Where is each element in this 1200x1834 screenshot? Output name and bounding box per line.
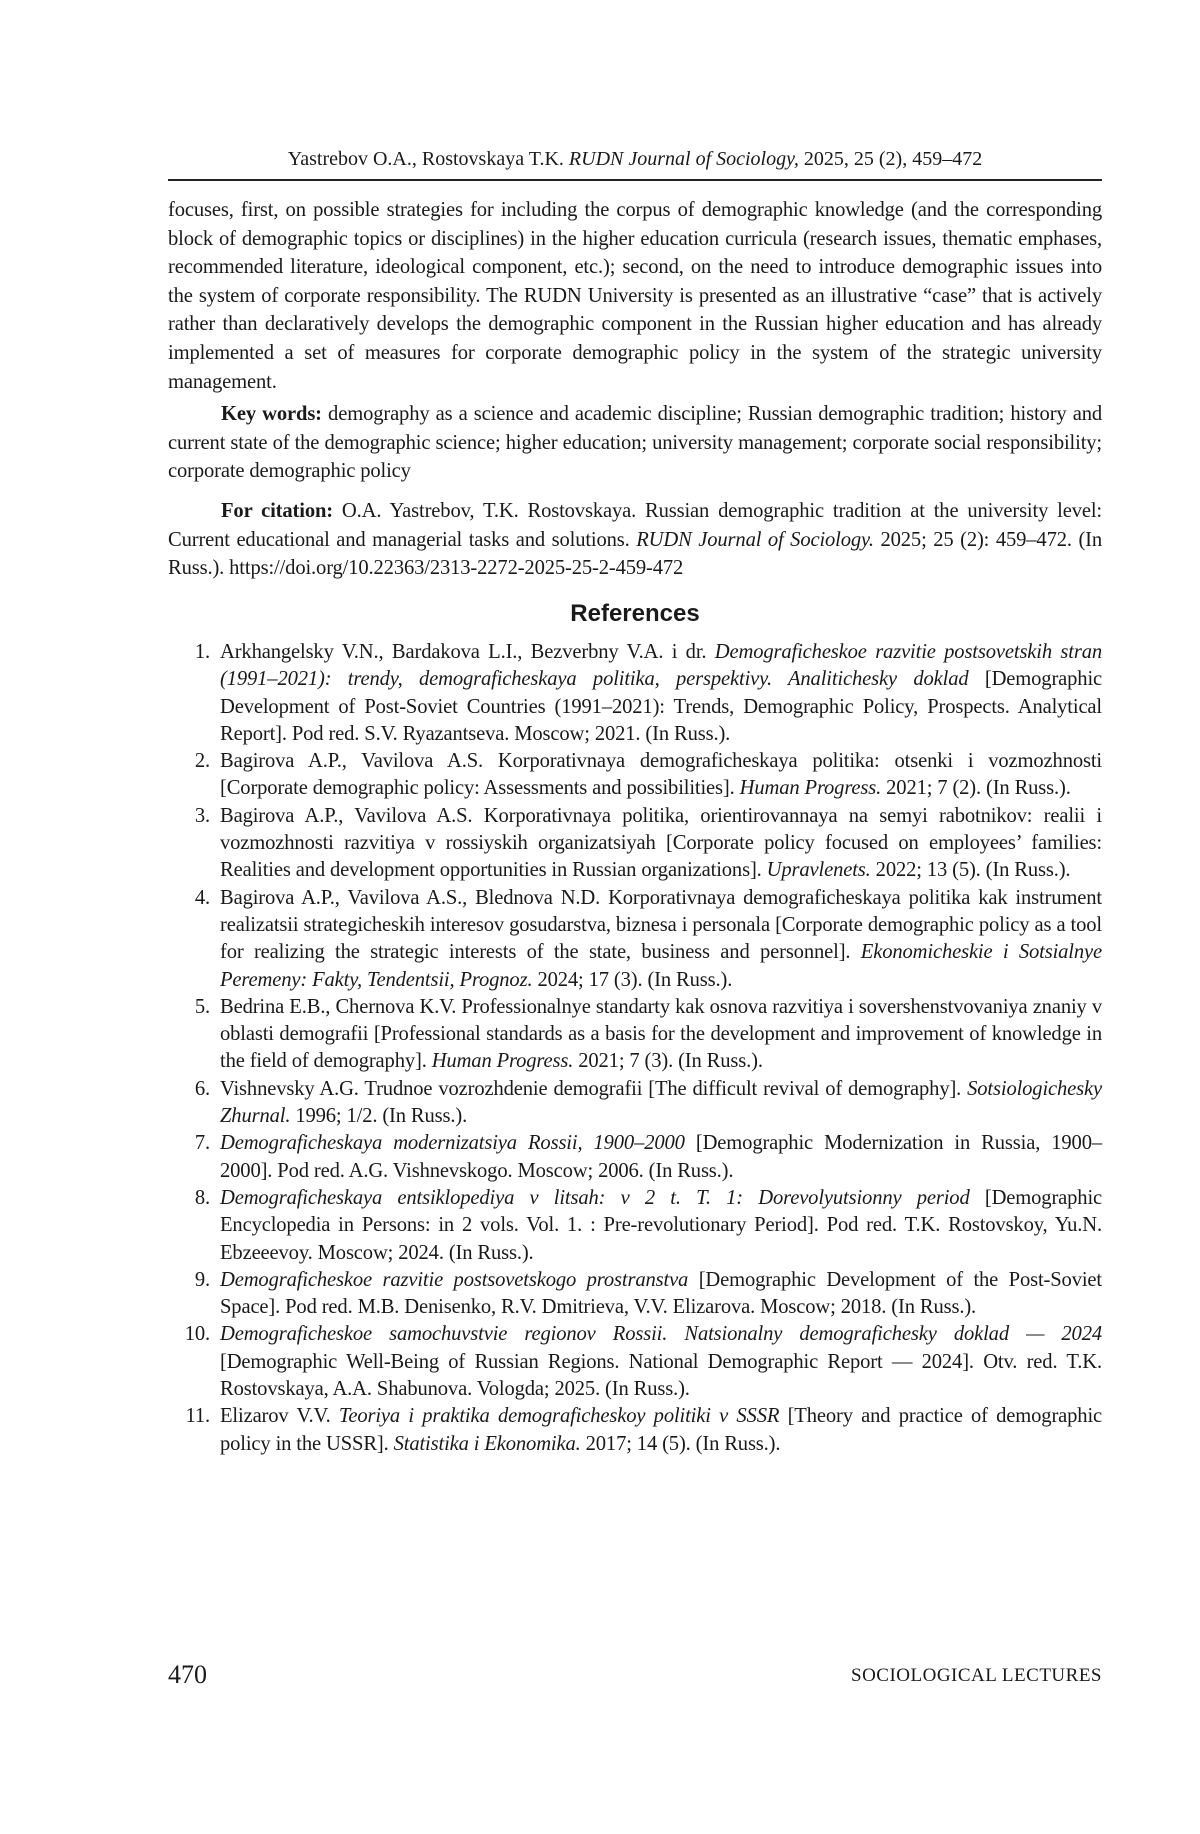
reference-number: 3. (168, 803, 210, 830)
reference-text: 2021; 7 (3). (In Russ.). (573, 1050, 763, 1072)
reference-title-italic: Demograficheskoe razvitie postsovetskogo prostranstva (220, 1269, 688, 1291)
reference-number: 1. (168, 639, 210, 666)
header-journal: RUDN Journal of Sociology, (569, 148, 799, 170)
reference-text: Bagirova A.P., Vavilova A.S. Korporativnaya politika, orientirovannaya na semyi rabotnikov: realii i vozmozhnosti razvitiya v rossiyskih organizatsiyah [Corporate policy focused on employees’ families: Realities and development opportunities in Russian organizations]. (220, 805, 1102, 882)
header-authors: Yastrebov O.A., Rostovskaya T.K. (288, 148, 569, 170)
reference-text: Vishnevsky A.G. Trudnoe vozrozhdenie demografii [The difficult revival of demography]. (220, 1078, 967, 1100)
reference-title-italic: Demograficheskaya modernizatsiya Rossii, 1900–2000 (220, 1132, 685, 1154)
reference-item (168, 803, 1102, 885)
reference-text: [Demographic Encyclopedia in Persons: in 2 vols. Vol. 1. : Pre-revolutionary Period]. Pod red. T.K. Rostovskoy, Yu.N. Ebzeeevoy. Moscow; 2024. (In Russ.). (220, 1187, 1102, 1264)
reference-title-italic: Sotsiologichesky Zhurnal. (220, 1078, 1102, 1127)
reference-number: 6. (168, 1076, 210, 1103)
references-heading: References (168, 600, 1102, 628)
reference-text: 2024; 17 (3). (In Russ.). (532, 969, 732, 991)
reference-item (168, 885, 1102, 994)
reference-number: 9. (168, 1267, 210, 1294)
reference-text: 2021; 7 (2). (In Russ.). (881, 777, 1071, 799)
reference-item (168, 1130, 1102, 1185)
reference-item (168, 639, 1102, 748)
reference-item (168, 1403, 1102, 1458)
reference-title-italic: Demograficheskaya entsiklopediya v litsah: v 2 t. T. 1: Dorevolyutsionny period (220, 1187, 970, 1209)
reference-number: 2. (168, 748, 210, 775)
citation-doi[interactable]: 2025; 25 (2): 459–472. (In Russ.). https://doi.org/10.22363/2313-2272-2025-25-2-459-472 (168, 529, 1102, 580)
references-list (168, 639, 1102, 1458)
keywords-label: Key words: (221, 403, 322, 425)
reference-title-italic: Statistika i Ekonomika. (394, 1433, 581, 1455)
reference-text: [Demographic Modernization in Russia, 1900–2000]. Pod red. A.G. Vishnevskogo. Moscow; 2006. (In Russ.). (220, 1132, 1102, 1181)
reference-number: 7. (168, 1130, 210, 1157)
reference-title-italic: Human Progress. (432, 1050, 574, 1072)
reference-text: [Demographic Development of Post-Soviet Countries (1991–2021): Trends, Demographic Policy, Prospects. Analytical Report]. Pod red. S.V. Ryazantseva. Moscow; 2021. (In Russ.). (220, 668, 1102, 745)
reference-text: Bagirova A.P., Vavilova A.S. Korporativnaya demograficheskaya politika: otsenki i vozmozhnosti [Corporate demographic policy: Assessments and possibilities]. (220, 750, 1102, 799)
reference-item (168, 1267, 1102, 1322)
reference-title-italic: Teoriya i praktika demograficheskoy politiki v SSSR (339, 1405, 779, 1427)
citation-label: For citation: (221, 500, 333, 522)
reference-title-italic: Ekonomicheskie i Sotsialnye Peremeny: Fakty, Tendentsii, Prognoz. (220, 941, 1102, 990)
reference-item (168, 1321, 1102, 1403)
reference-title-italic: Demograficheskoe samochuvstvie regionov Rossii. Natsionalny demografichesky doklad — 2024 (220, 1323, 1102, 1345)
reference-item (168, 994, 1102, 1076)
keywords-block (168, 400, 1102, 486)
reference-number: 8. (168, 1185, 210, 1212)
abstract-text: focuses, first, on possible strategies for including the corpus of demographic knowledge (and the corresponding block of demographic topics or disciplines) in the higher education curricula (research issues, thematic emphases, recommended literature, ideological component, etc.); second, on the need to introduce demographic issues into the system of corporate responsibility. The RUDN University is presented as an illustrative “case” that is actively rather than declaratively develops the demographic component in the Russian higher education and has already implemented a set of measures for corporate demographic policy in the system of the strategic university management. (168, 196, 1102, 396)
header-issue: 2025, 25 (2), 459–472 (799, 148, 982, 170)
reference-title-italic: Demograficheskoe razvitie postsovetskih stran (1991–2021): trendy, demograficheskaya politika, perspektivy. Analitichesky doklad (220, 641, 1102, 690)
reference-text: [Demographic Well-Being of Russian Regions. National Demographic Report — 2024]. Otv. red. T.K. Rostovskaya, A.A. Shabunova. Vologda; 2025. (In Russ.). (220, 1351, 1102, 1400)
reference-text: 2022; 13 (5). (In Russ.). (871, 859, 1071, 881)
citation-journal: RUDN Journal of Sociology. (636, 529, 874, 551)
reference-item (168, 1076, 1102, 1131)
citation-block (168, 497, 1102, 583)
reference-text: [Demographic Development of the Post-Soviet Space]. Pod red. M.B. Denisenko, R.V. Dmitrieva, V.V. Elizarova. Moscow; 2018. (In Russ.). (220, 1269, 1102, 1318)
reference-number: 4. (168, 885, 210, 912)
reference-title-italic: Human Progress. (740, 777, 882, 799)
reference-title-italic: Upravlenets. (767, 859, 871, 881)
reference-number: 5. (168, 994, 210, 1021)
section-name: SOCIOLOGICAL LECTURES (851, 1665, 1102, 1687)
citation-text: O.A. Yastrebov, T.K. Rostovskaya. Russian demographic tradition at the university level: Current educational and managerial tasks and solutions. (168, 500, 1102, 551)
header-rule (168, 179, 1102, 181)
reference-text: Elizarov V.V. (220, 1405, 339, 1427)
reference-number: 11. (168, 1403, 210, 1430)
reference-number: 10. (168, 1321, 210, 1348)
reference-text: 1996; 1/2. (In Russ.). (290, 1105, 467, 1127)
reference-text: [Theory and practice of demographic policy in the USSR]. (220, 1405, 1102, 1454)
reference-text: Bedrina E.B., Chernova K.V. Professionalnye standarty kak osnova razvitiya i sovershenstvovaniya znaniy v oblasti demografii [Professional standards as a basis for the development and improvement of knowledge in the field of demography]. (220, 996, 1102, 1073)
reference-text: Bagirova A.P., Vavilova A.S., Blednova N.D. Korporativnaya demograficheskaya politika kak instrument realizatsii strategicheskih interesov gosudarstva, biznesa i personala [Corporate demographic policy as a tool for realizing the strategic interests of the state, business and personnel]. (220, 887, 1102, 964)
reference-text: Arkhangelsky V.N., Bardakova L.I., Bezverbny V.A. i dr. (220, 641, 715, 663)
abstract-continuation (168, 196, 1102, 396)
reference-item (168, 748, 1102, 803)
page-number: 470 (168, 1660, 207, 1690)
reference-item (168, 1185, 1102, 1267)
reference-text: 2017; 14 (5). (In Russ.). (581, 1433, 781, 1455)
running-header (168, 148, 1102, 171)
keywords-text: demography as a science and academic discipline; Russian demographic tradition; history and current state of the demographic science; higher education; university management; corporate social responsibility; corporate demographic policy (168, 403, 1102, 482)
